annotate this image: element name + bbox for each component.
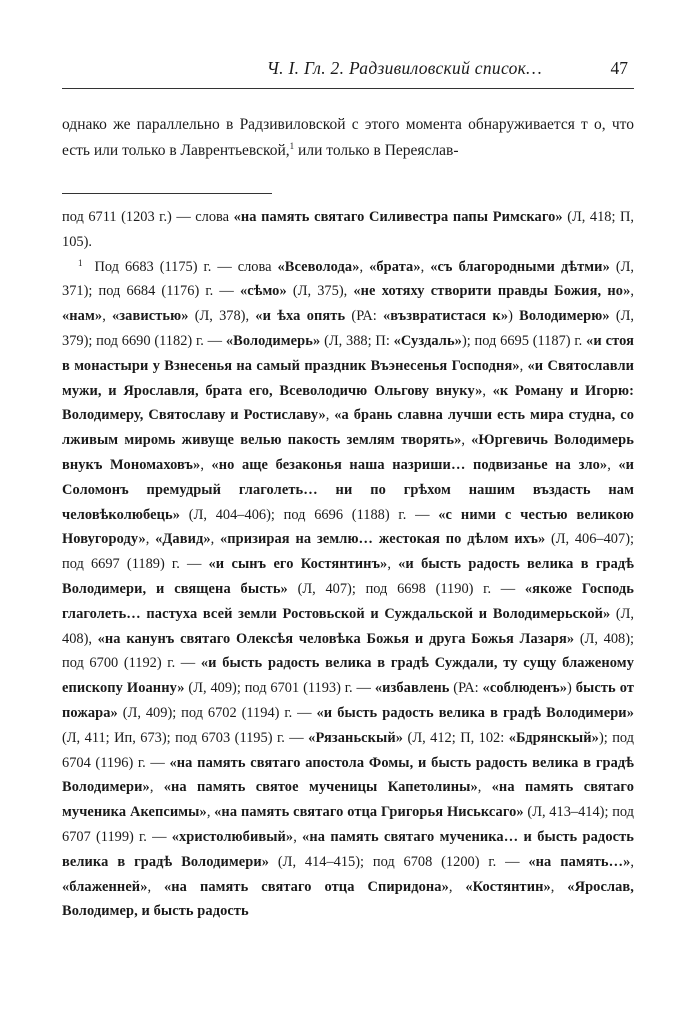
quoted-phrase: «сѣмо» bbox=[239, 283, 287, 300]
note-text: ); под 6704 (1196) г. — bbox=[62, 729, 634, 771]
quoted-phrase: «и бысть радость велика в градѣ Суждали, ту сущу блаженому епископу Иоанну» bbox=[62, 655, 635, 697]
quoted-phrase: «и сынъ его Костянтинъ» bbox=[208, 556, 388, 573]
quoted-phrase: «Рязаньскый» bbox=[308, 729, 404, 746]
note-text: , bbox=[325, 407, 335, 424]
note-text: (Л, 379); под 6690 (1182) г. — bbox=[62, 308, 635, 349]
header-rule bbox=[62, 88, 634, 89]
note-text: (Л, 418; П, 105). bbox=[62, 209, 634, 250]
quoted-phrase: «Ярослав, Володимер, и бысть радость bbox=[62, 878, 634, 920]
note-text: ) bbox=[508, 308, 520, 325]
quoted-phrase: «и бысть радость велика в градѣ Володимери» bbox=[316, 704, 634, 721]
quoted-phrase: «и стоя в монастыри у Взнесенья на самый праздник Въэнесенья Господня» bbox=[62, 332, 634, 374]
quoted-phrase: «и бысть радость велика в градѣ Володимери, и священа бысть» bbox=[62, 556, 634, 597]
quoted-phrase: «Суздаль» bbox=[393, 332, 462, 349]
note-text: (Л, 411; Ип, 673); под 6703 (1195) г. — bbox=[62, 729, 309, 746]
quoted-phrase: «Всеволода» bbox=[277, 258, 360, 275]
quoted-phrase: «Давид» bbox=[155, 531, 211, 548]
footnote-ref: 1 bbox=[289, 141, 295, 151]
note-text: , bbox=[200, 456, 212, 473]
footnotes bbox=[62, 205, 634, 924]
quoted-phrase: «христолюбивый» bbox=[171, 828, 294, 845]
footnote-1 bbox=[62, 255, 634, 925]
footnote-continuation bbox=[62, 205, 634, 255]
note-text: , bbox=[420, 258, 431, 275]
note-text: , bbox=[448, 878, 466, 895]
note-text: , bbox=[630, 853, 634, 870]
note-text: , bbox=[102, 308, 112, 325]
quoted-phrase: «на память святаго мученика Акепсимы» bbox=[62, 779, 634, 821]
quoted-phrase: «на память святаго мученика… и бысть радость велика в градѣ Володимери» bbox=[62, 828, 634, 870]
running-header bbox=[62, 58, 634, 88]
footnote-mark: 1 bbox=[78, 257, 83, 268]
quoted-phrase: «възвратистася к» bbox=[382, 308, 509, 325]
note-text: (Л, 408); под 6700 (1192) г. — bbox=[62, 630, 635, 672]
quoted-phrase: «соблюденъ» bbox=[482, 680, 568, 697]
note-text: (РА: bbox=[345, 308, 383, 325]
note-text: , bbox=[607, 456, 619, 473]
quoted-phrase: «Костянтин» bbox=[465, 878, 551, 895]
note-text: , bbox=[293, 828, 303, 845]
page-number: 47 bbox=[610, 58, 628, 78]
quoted-phrase: «с ними с честью великою Новугороду» bbox=[62, 506, 635, 548]
note-text: , bbox=[482, 382, 493, 399]
quoted-phrase: «избавлень bbox=[374, 680, 450, 697]
quoted-phrase: «и Святославли мужи, и Ярославля, брата его, Всеволодичю Ольгову внуку» bbox=[62, 357, 635, 399]
note-text: (Л, 413–414); под 6707 (1199) г. — bbox=[62, 804, 635, 845]
note-text: (Л, 404–406); под 6696 (1188) г. — bbox=[180, 506, 439, 523]
note-text: (Л, 375), bbox=[286, 283, 354, 300]
quoted-phrase: «Володимерь» bbox=[225, 332, 321, 349]
quoted-phrase: «и ѣха опять bbox=[255, 308, 346, 325]
note-text: ) bbox=[567, 680, 576, 697]
note-text: , bbox=[210, 531, 220, 548]
quoted-phrase: «на память…» bbox=[528, 853, 631, 870]
quoted-phrase: «призирая на землю… жестокая по дѣлом ихъ» bbox=[219, 531, 546, 548]
note-text: , bbox=[630, 283, 634, 300]
note-text: ); под 6695 (1187) г. bbox=[461, 332, 587, 349]
note-text: , bbox=[477, 779, 492, 796]
note-text: , bbox=[387, 556, 399, 573]
running-title: Ч. I. Гл. 2. Радзивиловский список… bbox=[266, 58, 542, 78]
note-text: , bbox=[550, 878, 568, 895]
main-text-part1: однако же параллельно в Радзивиловской с этого момента обнаруживается т о, что есть или только в Лаврентьевской, bbox=[62, 116, 634, 159]
note-text: (Л, 388; П: bbox=[320, 332, 394, 349]
quoted-phrase: «съ благородными дѣтми» bbox=[430, 258, 610, 275]
main-text-part2: или только в Переяслав- bbox=[294, 142, 459, 159]
note-text: (Л, 408), bbox=[62, 605, 634, 647]
quoted-phrase: «а брань славна лучши есть мира студна, со лживым миромь живуще велью пакость землям творять» bbox=[62, 407, 634, 449]
quoted-phrase: «на память святаго апостола Фомы, и бысть радость велика в градѣ Володимери» bbox=[62, 754, 634, 796]
main-text bbox=[62, 112, 634, 164]
note-text: , bbox=[519, 357, 528, 374]
note-text: , bbox=[147, 878, 164, 895]
note-text: , bbox=[145, 531, 156, 548]
quoted-phrase: «на канунъ святаго Олексѣя человѣка Божья и друга Божья Лазаря» bbox=[97, 630, 575, 647]
quoted-phrase: «на память святаго отца Спиридона» bbox=[163, 878, 449, 895]
quoted-phrase: «к Роману и Игорю: Володимеру, Святославу и Ростиславу» bbox=[62, 382, 635, 424]
quoted-phrase: «на память святаго отца Григорья Ниськсаго» bbox=[214, 804, 524, 821]
quoted-phrase: «Бдрянскый» bbox=[508, 729, 599, 746]
note-text: Под 6683 (1175) г. — слова bbox=[88, 258, 278, 275]
quoted-phrase: «Юргевичь Володимерь внукъ Мономаховъ» bbox=[62, 432, 634, 473]
quoted-phrase: «нам» bbox=[62, 308, 103, 325]
note-text: (Л, 406–407); под 6697 (1189) г. — bbox=[62, 531, 634, 573]
quoted-phrase: «на память святаго Силивестра папы Римскаго» bbox=[233, 209, 563, 225]
quoted-phrase: «и Соломонъ премудрый глаголеть… ни по грѣхом нашим въздасть нам человѣколюбець» bbox=[62, 456, 634, 523]
note-text: (Л, 409); под 6701 (1193) г. — bbox=[184, 680, 375, 697]
note-text: , bbox=[149, 779, 164, 796]
note-text: (РА: bbox=[449, 680, 483, 697]
note-text: под 6711 (1203 г.) — слова bbox=[62, 209, 234, 225]
quoted-phrase: «но аще безаконья наша назриши… подвизанье на зло» bbox=[211, 456, 608, 473]
note-text: (Л, 378), bbox=[188, 308, 256, 325]
note-text: (Л, 414–415); под 6708 (1200) г. — bbox=[269, 853, 529, 870]
note-text: (Л, 407); под 6698 (1190) г. — bbox=[287, 580, 525, 597]
quoted-phrase: «якоже Господь глаголеть… пастуха всей земли Ростовьской и Суждальской и Володимерьской» bbox=[62, 580, 635, 622]
footnote-rule bbox=[62, 193, 272, 194]
note-text: (Л, 412; П, 102: bbox=[403, 729, 509, 746]
quoted-phrase: бысть от пожара» bbox=[62, 680, 634, 721]
quoted-phrase: «завистью» bbox=[112, 308, 189, 325]
quoted-phrase: «блаженней» bbox=[62, 878, 148, 895]
quoted-phrase: «на память святое мученицы Капетолины» bbox=[163, 779, 478, 796]
quoted-phrase: «не хотяху створити правды Божия, но» bbox=[353, 283, 631, 300]
quoted-phrase: Володимерю» bbox=[519, 308, 610, 325]
note-text: , bbox=[359, 258, 370, 275]
quoted-phrase: «брата» bbox=[369, 258, 421, 275]
note-text: , bbox=[206, 804, 215, 821]
note-text: , bbox=[461, 432, 472, 449]
note-text: (Л, 409); под 6702 (1194) г. — bbox=[117, 704, 317, 721]
note-text: (Л, 371); под 6684 (1176) г. — bbox=[62, 258, 634, 300]
